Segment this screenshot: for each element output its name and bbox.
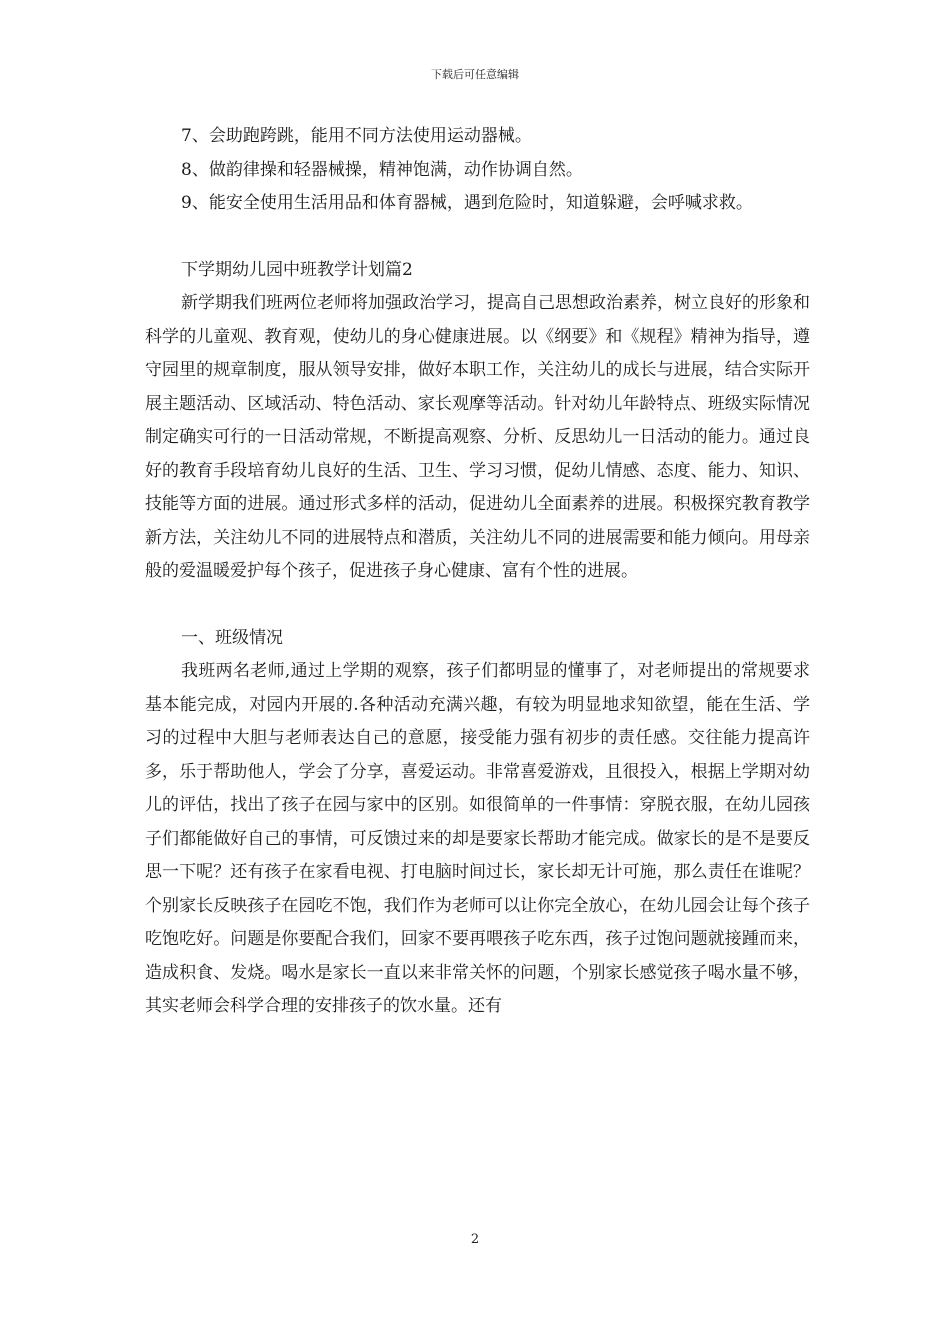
intro-paragraph: 新学期我们班两位老师将加强政治学习，提高自己思想政治素养，树立良好的形象和科学的儿童观、教育观，使幼儿的身心健康进展。以《纲要》和《规程》精神为指导，遵守园里的规章制度，服从领导安排，做好本职工作，关注幼儿的成长与进展，结合实际开展主题活动、区域活动、特色活动、家长观摩等活动。针对幼儿年龄特点、班级实际情况制定确实可行的一日活动常规，不断提高观察、分析、反思幼儿一日活动的能力。通过良好的教育手段培育幼儿良好的生活、卫生、学习习惯，促幼儿情感、态度、能力、知识、技能等方面的进展。通过形式多样的活动，促进幼儿全面素养的进展。积极探究教育教学新方法，关注幼儿不同的进展特点和潜质，关注幼儿不同的进展需要和能力倾向。用母亲般的爱温暖爱护每个孩子，促进孩子身心健康、富有个性的进展。 [145, 293, 810, 581]
page-number: 2 [470, 1232, 480, 1247]
list-item-9: 9、能安全使用生活用品和体育器械，遇到危险时，知道躲避，会呼喊求救。 [181, 193, 753, 213]
page-header: 下载后可任意编辑 [431, 68, 519, 81]
list-item-7: 7、会助跑跨跳，能用不同方法使用运动器械。 [181, 126, 532, 146]
document-body [145, 120, 810, 1024]
list-item-8: 8、做韵律操和轻器械操，精神饱满，动作协调自然。 [181, 159, 583, 180]
class-situation-paragraph: 我班两名老师,通过上学期的观察，孩子们都明显的懂事了，对老师提出的常规要求基本能完成，对园内开展的.各种活动充满兴趣，有较为明显地求知欲望，能在生活、学习的过程中大胆与老师表达自己的意愿，接受能力强有初步的责任感。交往能力提高许多，乐于帮助他人，学会了分享，喜爱运动。非常喜爱游戏，且很投入，根据上学期对幼儿的评估，找出了孩子在园与家中的区别。如很简单的一件事情：穿脱衣服，在幼儿园孩子们都能做好自己的事情，可反馈过来的却是要家长帮助才能完成。做家长的是不是要反思一下呢？还有孩子在家看电视、打电脑时间过长，家长却无计可施，那么责任在谁呢？个别家长反映孩子在园吃不饱，我们作为老师可以让你完全放心，在幼儿园会让每个孩子吃饱吃好。问题是你要配合我们，回家不要再喂孩子吃东西，孩子过饱问题就接踵而来，造成积食、发烧。喝水是家长一直以来非常关怀的问题，个别家长感觉孩子喝水量不够，其实老师会科学合理的安排孩子的饮水量。还有 [145, 661, 810, 1016]
spacer [145, 589, 810, 622]
subsection-title: 一、班级情况 [181, 627, 283, 648]
spacer [145, 221, 810, 254]
section-title: 下学期幼儿园中班教学计划篇2 [181, 259, 413, 280]
